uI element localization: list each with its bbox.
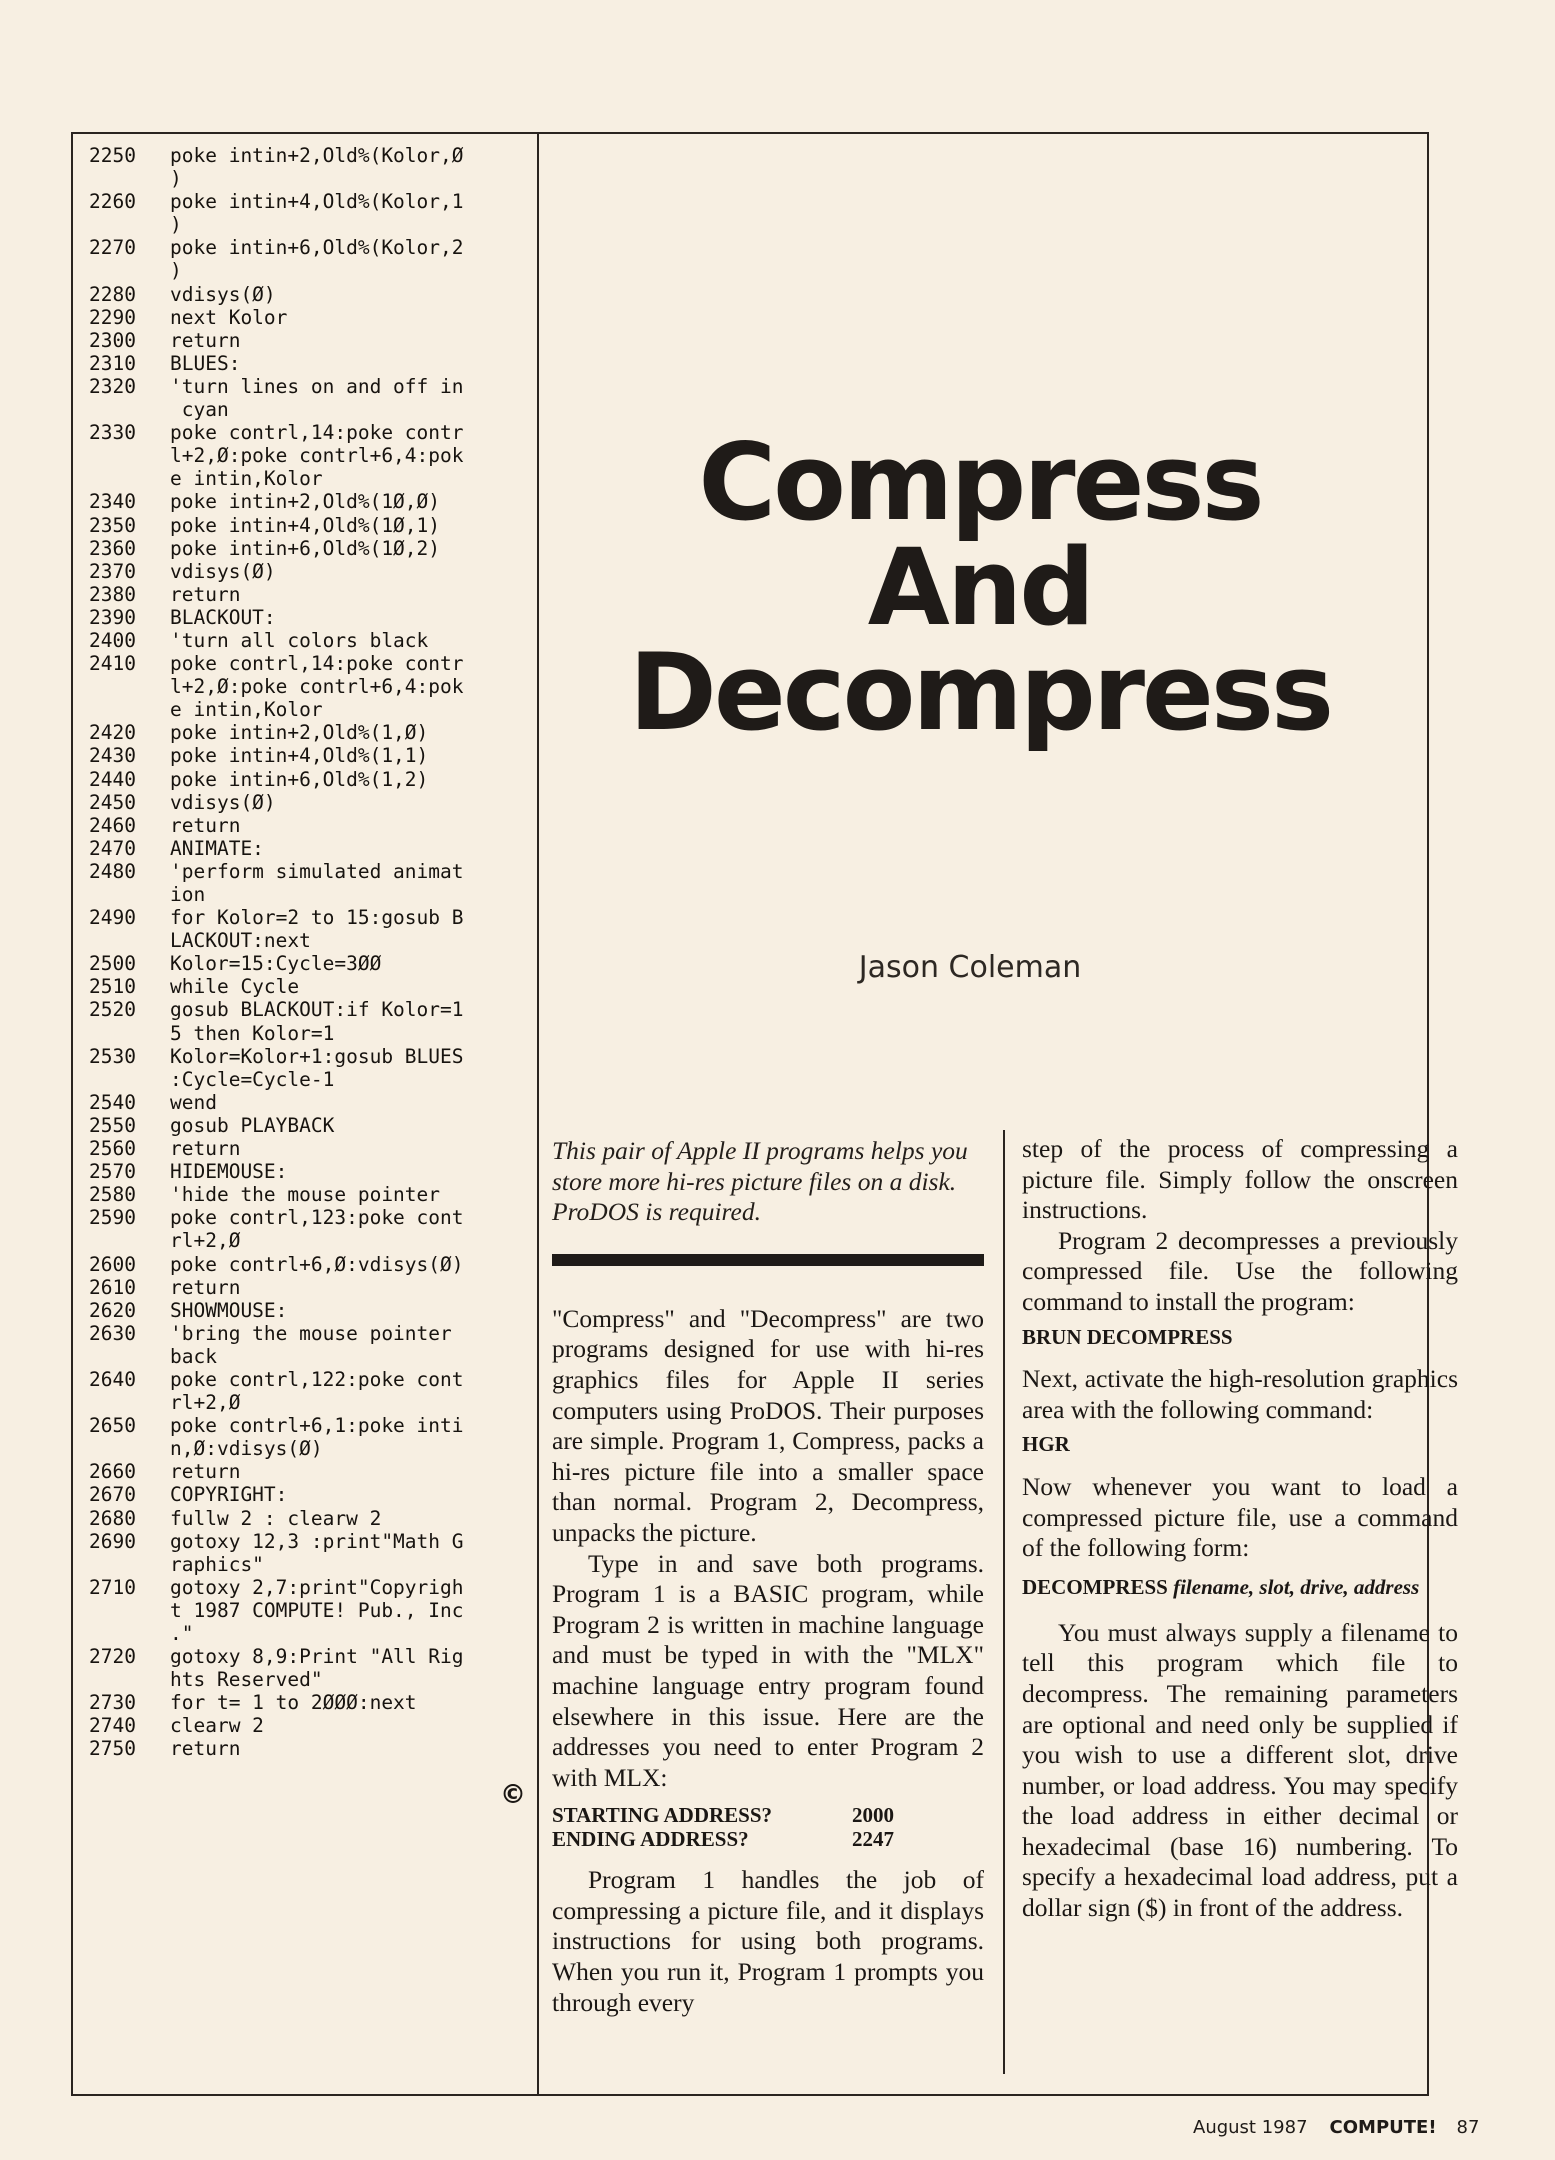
line-code: return <box>170 1737 241 1761</box>
line-code: poke intin+4,Old%(1,1) <box>170 744 429 768</box>
listing-line <box>89 1299 529 1322</box>
line-number: 2590 <box>89 1206 136 1230</box>
start-address-label: STARTING ADDRESS? <box>552 1803 773 1828</box>
line-code: poke intin+6,Old%(1Ø,2) <box>170 536 441 560</box>
line-code: poke intin+4,Old%(Kolor,1 ) <box>170 190 464 237</box>
line-code: return <box>170 1275 241 1299</box>
line-number: 2500 <box>89 952 136 976</box>
line-number: 2410 <box>89 652 136 676</box>
listing-line <box>89 837 529 860</box>
line-number: 2370 <box>89 559 136 583</box>
title-line-2: And <box>867 526 1093 649</box>
line-code: poke intin+4,Old%(1Ø,1) <box>170 513 441 537</box>
footer-magazine: COMPUTE! <box>1329 2117 1437 2138</box>
author-byline: Jason Coleman <box>858 950 1082 985</box>
line-number: 2550 <box>89 1113 136 1137</box>
line-code: poke contrl+6,Ø:vdisys(Ø) <box>170 1252 464 1276</box>
command-form-args: filename, slot, drive, address <box>1173 1574 1420 1599</box>
footer-page-number: 87 <box>1456 2117 1480 2138</box>
line-code: for Kolor=2 to 15:gosub B LACKOUT:next <box>170 906 464 953</box>
listing-line <box>89 814 529 837</box>
line-number: 2680 <box>89 1506 136 1530</box>
line-number: 2250 <box>89 144 136 167</box>
listing-line <box>89 1645 529 1691</box>
line-code: poke intin+2,Old%(1,Ø) <box>170 721 429 745</box>
line-code: BLUES: <box>170 351 241 375</box>
listing-line <box>89 906 529 952</box>
command-form <box>1022 1574 1458 1600</box>
line-code: poke intin+6,Old%(Kolor,2 ) <box>170 236 464 283</box>
line-number: 2710 <box>89 1575 136 1599</box>
listing-line <box>89 1206 529 1252</box>
footer-date: August 1987 <box>1193 2117 1308 2138</box>
line-number: 2610 <box>89 1275 136 1299</box>
listing-line <box>89 652 529 721</box>
line-code: gosub BLACKOUT:if Kolor=1 5 then Kolor=1 <box>170 998 464 1045</box>
line-code: next Kolor <box>170 305 288 329</box>
end-of-listing-mark: © <box>500 1780 526 1810</box>
listing-line <box>89 1322 529 1368</box>
page-footer <box>1193 2117 1479 2138</box>
line-code: gotoxy 8,9:Print "All Rig hts Reserved" <box>170 1645 464 1692</box>
start-address-value: 2000 <box>852 1803 894 1828</box>
listing-line <box>89 1691 529 1714</box>
listing-line <box>89 421 529 490</box>
line-number: 2690 <box>89 1529 136 1553</box>
line-number: 2280 <box>89 282 136 306</box>
listing-line <box>89 975 529 998</box>
line-number: 2540 <box>89 1090 136 1114</box>
listing-line <box>89 1530 529 1576</box>
listing-line <box>89 721 529 744</box>
line-number: 2430 <box>89 744 136 768</box>
line-code: poke contrl+6,1:poke inti n,Ø:vdisys(Ø) <box>170 1414 464 1461</box>
listing-line <box>89 629 529 652</box>
listing-line <box>89 329 529 352</box>
line-number: 2290 <box>89 305 136 329</box>
line-code: ANIMATE: <box>170 836 264 860</box>
line-code: COPYRIGHT: <box>170 1483 288 1507</box>
line-code: return <box>170 1137 241 1161</box>
line-code: Kolor=Kolor+1:gosub BLUES :Cycle=Cycle-1 <box>170 1044 464 1091</box>
listing-line <box>89 283 529 306</box>
summary-rule <box>552 1254 984 1266</box>
listing-line <box>89 860 529 906</box>
line-number: 2520 <box>89 998 136 1022</box>
line-number: 2440 <box>89 767 136 791</box>
line-code: return <box>170 582 241 606</box>
line-code: vdisys(Ø) <box>170 790 276 814</box>
end-address-label: ENDING ADDRESS? <box>552 1827 749 1852</box>
line-number: 2580 <box>89 1183 136 1207</box>
line-code: SHOWMOUSE: <box>170 1298 288 1322</box>
line-code: return <box>170 328 241 352</box>
listing-line <box>89 768 529 791</box>
listing-line <box>89 1114 529 1137</box>
listing-line <box>89 1253 529 1276</box>
body-paragraph-2: Type in and save both programs. Program 1 is a BASIC program, while Program 2 is written in machine language and must be typed in with the "MLX" machine language entry program found elsewhere in this issue. Here are the addresses you need to enter Program 2 with MLX: <box>552 1548 984 1792</box>
listing-line <box>89 1414 529 1460</box>
line-number: 2650 <box>89 1414 136 1438</box>
listing-line <box>89 144 529 190</box>
body-paragraph-6: Next, activate the high-resolution graphics area with the following command: <box>1022 1364 1458 1424</box>
line-number: 2510 <box>89 975 136 999</box>
line-code: clearw 2 <box>170 1714 264 1738</box>
program-listing <box>71 132 539 2096</box>
command-form-keyword: DECOMPRESS <box>1022 1574 1168 1599</box>
line-number: 2390 <box>89 605 136 629</box>
line-code: 'turn all colors black <box>170 628 429 652</box>
listing-line <box>89 606 529 629</box>
line-number: 2350 <box>89 513 136 537</box>
line-code: for t= 1 to 2ØØØ:next <box>170 1691 417 1715</box>
line-number: 2300 <box>89 328 136 352</box>
address-table <box>552 1803 984 1851</box>
line-code: BLACKOUT: <box>170 605 276 629</box>
line-number: 2660 <box>89 1460 136 1484</box>
listing-line <box>89 236 529 282</box>
listing-line <box>89 375 529 421</box>
line-number: 2460 <box>89 813 136 837</box>
listing-line <box>89 1160 529 1183</box>
listing-line <box>89 952 529 975</box>
listing-line <box>89 1137 529 1160</box>
line-number: 2400 <box>89 628 136 652</box>
column-divider <box>1003 1130 1005 2074</box>
body-paragraph-5: Program 2 decompresses a previously compressed file. Use the following command to install the program: <box>1022 1225 1458 1316</box>
body-paragraph-4: step of the process of compressing a picture file. Simply follow the onscreen instructions. <box>1022 1134 1458 1225</box>
line-number: 2560 <box>89 1137 136 1161</box>
line-number: 2360 <box>89 536 136 560</box>
line-number: 2730 <box>89 1691 136 1715</box>
line-number: 2470 <box>89 836 136 860</box>
line-number: 2320 <box>89 374 136 398</box>
line-number: 2340 <box>89 490 136 514</box>
body-paragraph-7: Now whenever you want to load a compressed picture file, use a command of the following form: <box>1022 1471 1458 1563</box>
listing-line <box>89 998 529 1044</box>
line-code: HIDEMOUSE: <box>170 1160 288 1184</box>
command-brun: BRUN DECOMPRESS <box>1022 1324 1233 1349</box>
line-code: return <box>170 813 241 837</box>
listing-line <box>89 1183 529 1206</box>
line-number: 2630 <box>89 1321 136 1345</box>
line-code: 'bring the mouse pointer back <box>170 1321 452 1368</box>
line-code: vdisys(Ø) <box>170 282 276 306</box>
article-column-right <box>1022 1134 1458 1924</box>
line-code: return <box>170 1460 241 1484</box>
listing-line <box>89 490 529 513</box>
body-paragraph-1: "Compress" and "Decompress" are two programs designed for use with hi-res graphics files for Apple II series computers using ProDOS. Their purposes are simple. Program 1, Compress, packs a hi-res picture file into a smaller space than normal. Program 2, Decompress, unpacks the picture. <box>552 1303 984 1547</box>
line-code: poke intin+6,Old%(1,2) <box>170 767 429 791</box>
line-code: while Cycle <box>170 975 300 999</box>
line-code: fullw 2 : clearw 2 <box>170 1506 382 1530</box>
line-code: poke contrl,122:poke cont rl+2,Ø <box>170 1367 464 1415</box>
line-number: 2620 <box>89 1298 136 1322</box>
listing-line <box>89 744 529 767</box>
line-number: 2330 <box>89 421 136 445</box>
listing-line <box>89 1507 529 1530</box>
line-number: 2640 <box>89 1367 136 1391</box>
article-column-left <box>552 1136 984 2018</box>
line-code: wend <box>170 1090 217 1114</box>
line-code: poke intin+2,Old%(1Ø,Ø) <box>170 490 441 514</box>
listing-line <box>89 190 529 236</box>
listing-line <box>89 1045 529 1091</box>
line-code: poke contrl,123:poke cont rl+2,Ø <box>170 1206 464 1253</box>
article-title <box>590 421 1370 754</box>
line-code: gosub PLAYBACK <box>170 1113 335 1137</box>
line-code: gotoxy 12,3 :print"Math G raphics" <box>170 1529 464 1576</box>
listing-line <box>89 1276 529 1299</box>
article-summary: This pair of Apple II programs helps you store more hi-res picture files on a disk. ProDOS is required. <box>552 1136 968 1227</box>
line-code: 'turn lines on and off in cyan <box>170 374 464 422</box>
command-hgr: HGR <box>1022 1432 1070 1457</box>
body-paragraph-8: You must always supply a filename to tell this program which file to decompress. The remaining parameters are optional and need only be supplied if you wish to use a different slot, drive number, or load address. You may specify the load address in either decimal or hexadecimal (base 16) numbering. To specify a hexadecimal load address, put a dollar sign ($) in front of the address. <box>1022 1617 1458 1923</box>
line-code: poke contrl,14:poke contr l+2,Ø:poke contrl+6,4:pok e intin,Kolor <box>170 652 464 722</box>
line-number: 2490 <box>89 906 136 930</box>
line-number: 2670 <box>89 1483 136 1507</box>
end-address-value: 2247 <box>852 1827 894 1852</box>
line-code: gotoxy 2,7:print"Copyrigh t 1987 COMPUTE! Pub., Inc ." <box>170 1575 464 1645</box>
listing-line <box>89 1091 529 1114</box>
listing-line <box>89 352 529 375</box>
listing-line <box>89 514 529 537</box>
line-code: poke intin+2,Old%(Kolor,Ø ) <box>170 144 464 191</box>
line-number: 2310 <box>89 351 136 375</box>
line-number: 2720 <box>89 1645 136 1669</box>
line-code: 'perform simulated animat ion <box>170 859 464 906</box>
line-code: poke contrl,14:poke contr l+2,Ø:poke contrl+6,4:pok e intin,Kolor <box>170 421 464 491</box>
body-paragraph-3: Program 1 handles the job of compressing a picture file, and it displays instructions for using both programs. When you run it, Program 1 prompts you through every <box>552 1865 984 2017</box>
line-number: 2380 <box>89 582 136 606</box>
listing-line <box>89 1576 529 1645</box>
listing-line <box>89 1460 529 1483</box>
line-code: 'hide the mouse pointer <box>170 1183 441 1207</box>
line-number: 2420 <box>89 721 136 745</box>
line-code: vdisys(Ø) <box>170 559 276 583</box>
title-line-1: Compress <box>698 421 1262 544</box>
listing-line <box>89 791 529 814</box>
line-number: 2480 <box>89 859 136 883</box>
line-code: Kolor=15:Cycle=3ØØ <box>170 952 382 976</box>
line-number: 2600 <box>89 1252 136 1276</box>
listing-line <box>89 1483 529 1506</box>
line-number: 2740 <box>89 1714 136 1738</box>
line-number: 2450 <box>89 790 136 814</box>
listing-line <box>89 560 529 583</box>
line-number: 2260 <box>89 190 136 214</box>
listing-line <box>89 1368 529 1414</box>
line-number: 2270 <box>89 236 136 260</box>
line-number: 2530 <box>89 1044 136 1068</box>
title-line-3: Decompress <box>628 631 1332 754</box>
listing-line <box>89 583 529 606</box>
listing-line <box>89 1714 529 1737</box>
listing-line <box>89 306 529 329</box>
line-number: 2570 <box>89 1160 136 1184</box>
listing-line <box>89 537 529 560</box>
line-number: 2750 <box>89 1737 136 1761</box>
listing-line <box>89 1737 529 1760</box>
